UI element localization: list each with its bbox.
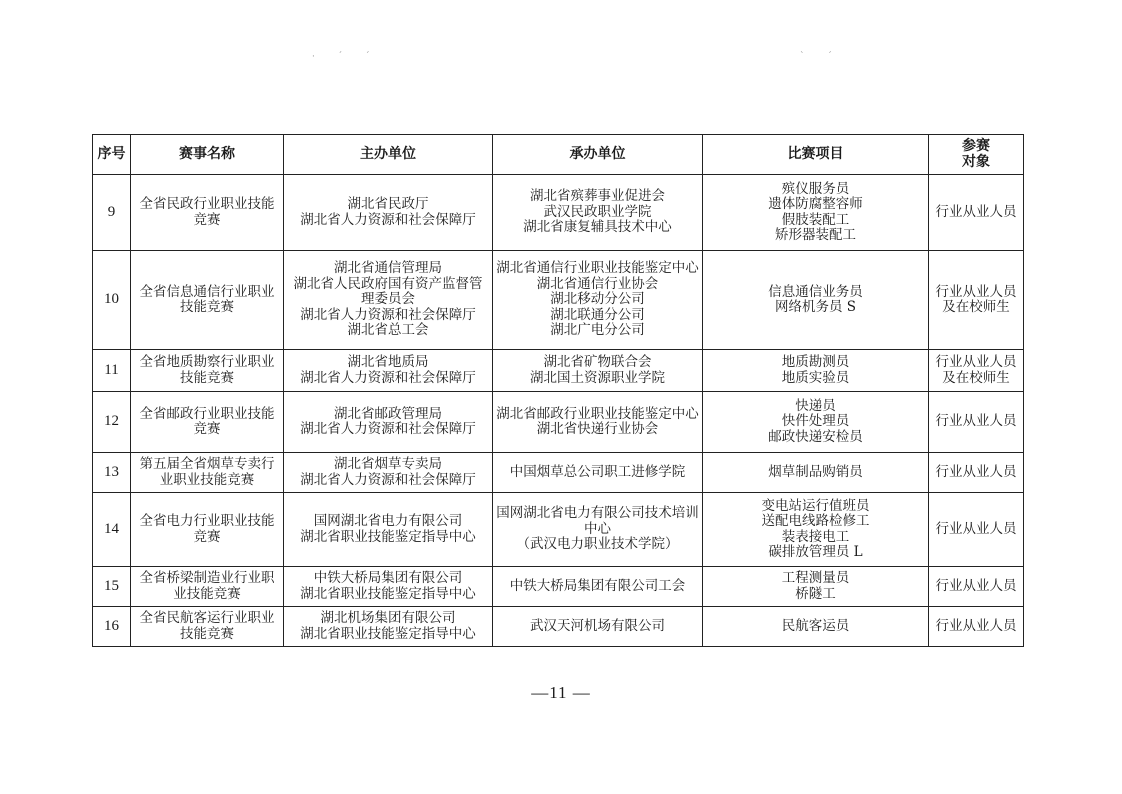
cell-participants-line: 行业从业人员 <box>935 203 1017 220</box>
cell-host-line: 国网湖北省电力有限公司 <box>313 513 463 529</box>
cell-host <box>284 175 493 251</box>
cell-host <box>284 493 493 567</box>
cell-items-line: 矫形器装配工 <box>775 227 856 243</box>
header-participants-line: 对象 <box>962 153 990 170</box>
cell-index: 15 <box>93 567 131 607</box>
cell-items <box>703 567 929 607</box>
cell-items-line: 碳排放管理员 L <box>768 544 863 560</box>
cell-items-line: 邮政快递安检员 <box>768 428 863 445</box>
scan-specks-right: ˋ ˊ <box>800 52 842 62</box>
cell-participants-line: 及在校师生 <box>942 369 1010 386</box>
cell-participants <box>929 567 1024 607</box>
cell-items <box>703 493 929 567</box>
cell-index: 12 <box>93 392 131 453</box>
cell-items-line: 殡仪服务员 <box>781 180 850 197</box>
scan-specks-left: · ˊ ˊ <box>312 52 380 62</box>
cell-items-line: 装表接电工 <box>781 528 850 545</box>
cell-items-line: 烟草制品购销员 <box>768 463 863 480</box>
cell-participants <box>929 607 1024 647</box>
cell-host-line: 湖北省邮政管理局 <box>334 405 442 422</box>
table-body <box>93 175 1024 647</box>
page-number: —11 — <box>531 683 591 702</box>
cell-organizer-line: 武汉天河机场有限公司 <box>530 617 665 634</box>
header-index: 序号 <box>93 135 131 175</box>
cell-organizer-line: 湖北移动分公司 <box>550 291 645 308</box>
cell-event: 全省电力行业职业技能竞赛 <box>131 493 284 567</box>
cell-organizer <box>493 251 703 350</box>
header-event: 赛事名称 <box>131 135 284 175</box>
cell-host-line: 湖北省烟草专卖局 <box>334 456 442 472</box>
cell-host-line: 湖北省人力资源和社会保障厅 <box>300 306 476 323</box>
cell-organizer-line: 湖北省通信行业职业技能鉴定中心 <box>496 260 699 277</box>
cell-participants-line: 及在校师生 <box>942 299 1010 315</box>
cell-participants <box>929 350 1024 392</box>
cell-items-line: 网络机务员 S <box>774 299 857 315</box>
table-header-row <box>93 135 1024 175</box>
competition-table <box>92 134 1024 647</box>
cell-participants <box>929 251 1024 350</box>
cell-host <box>284 453 493 493</box>
cell-host-line: 中铁大桥局集团有限公司 <box>313 570 463 586</box>
header-participants <box>929 135 1024 175</box>
table-row <box>93 175 1024 251</box>
cell-organizer <box>493 607 703 647</box>
cell-host <box>284 607 493 647</box>
cell-event: 全省地质勘察行业职业技能竞赛 <box>131 350 284 392</box>
cell-event: 全省邮政行业职业技能竞赛 <box>131 392 284 453</box>
header-host: 主办单位 <box>284 135 493 175</box>
cell-organizer-line: 湖北省矿物联合会 <box>543 354 652 370</box>
cell-participants <box>929 493 1024 567</box>
cell-items <box>703 350 929 392</box>
cell-items-line: 假肢装配工 <box>781 211 850 228</box>
cell-organizer-line: （武汉电力职业技术学院） <box>516 536 679 553</box>
cell-host <box>284 251 493 350</box>
cell-items-line: 快件处理员 <box>781 413 850 430</box>
cell-items-line: 工程测量员 <box>781 570 850 586</box>
cell-event: 第五届全省烟草专卖行业职业技能竞赛 <box>131 453 284 493</box>
cell-organizer-line: 湖北联通分公司 <box>550 306 645 323</box>
cell-organizer-line: 湖北省快递行业协会 <box>536 421 659 437</box>
cell-organizer-line: 湖北国土资源职业学院 <box>530 369 665 386</box>
cell-organizer-line: 湖北省通信行业协会 <box>536 275 659 292</box>
cell-organizer <box>493 567 703 607</box>
cell-organizer <box>493 350 703 392</box>
cell-host-line: 湖北省职业技能鉴定指导中心 <box>300 528 476 545</box>
cell-host-line: 湖北省人力资源和社会保障厅 <box>300 369 476 386</box>
cell-items-line: 地质实验员 <box>781 369 850 386</box>
cell-host-line: 湖北省总工会 <box>347 322 429 339</box>
table-row <box>93 567 1024 607</box>
cell-event: 全省民航客运行业职业技能竞赛 <box>131 607 284 647</box>
cell-participants-line: 行业从业人员 <box>935 354 1017 370</box>
cell-items-line: 信息通信业务员 <box>768 283 863 300</box>
cell-items-line: 快递员 <box>795 397 836 414</box>
cell-items <box>703 175 929 251</box>
cell-items <box>703 453 929 493</box>
cell-participants-line: 行业从业人员 <box>935 463 1017 480</box>
cell-host-line: 湖北省地质局 <box>347 354 429 370</box>
table-row <box>93 392 1024 453</box>
cell-host-line: 湖北省通信管理局 <box>334 260 442 277</box>
cell-items-line: 遗体防腐整容师 <box>768 196 863 212</box>
table-row <box>93 453 1024 493</box>
header-organizer: 承办单位 <box>493 135 703 175</box>
cell-index: 16 <box>93 607 131 647</box>
cell-organizer <box>493 453 703 493</box>
cell-participants <box>929 392 1024 453</box>
cell-participants <box>929 175 1024 251</box>
cell-participants-line: 行业从业人员 <box>935 283 1017 300</box>
cell-index: 11 <box>93 350 131 392</box>
header-participants-line: 参赛 <box>962 138 990 154</box>
table-row <box>93 350 1024 392</box>
header-items: 比赛项目 <box>703 135 929 175</box>
cell-index: 9 <box>93 175 131 251</box>
cell-items <box>703 607 929 647</box>
cell-organizer-line: 湖北省殡葬事业促进会 <box>530 188 665 205</box>
cell-items-line: 桥隧工 <box>795 585 836 602</box>
cell-organizer-line: 湖北广电分公司 <box>550 322 645 339</box>
cell-host-line: 湖北省人力资源和社会保障厅 <box>300 421 476 437</box>
cell-event: 全省民政行业职业技能竞赛 <box>131 175 284 251</box>
cell-host-line: 湖北省人力资源和社会保障厅 <box>300 211 476 228</box>
table-row <box>93 493 1024 567</box>
cell-host <box>284 392 493 453</box>
cell-host-line: 湖北机场集团有限公司 <box>320 610 456 626</box>
table-row <box>93 607 1024 647</box>
cell-index: 13 <box>93 453 131 493</box>
cell-items <box>703 251 929 350</box>
cell-organizer-line: 湖北省康复辅具技术中心 <box>523 219 672 236</box>
cell-organizer-line: 湖北省邮政行业职业技能鉴定中心 <box>496 405 699 422</box>
cell-host <box>284 350 493 392</box>
cell-organizer-line: 中铁大桥局集团有限公司工会 <box>509 577 686 594</box>
cell-items <box>703 392 929 453</box>
cell-host-line: 湖北省职业技能鉴定指导中心 <box>300 585 476 602</box>
cell-items-line: 变电站运行值班员 <box>761 497 870 514</box>
cell-items-line: 送配电线路检修工 <box>761 513 870 529</box>
cell-participants-line: 行业从业人员 <box>935 577 1017 594</box>
cell-organizer-line: 中国烟草总公司职工进修学院 <box>509 463 686 480</box>
cell-participants-line: 行业从业人员 <box>935 617 1017 634</box>
cell-organizer <box>493 175 703 251</box>
cell-host-line: 湖北省人力资源和社会保障厅 <box>300 471 476 488</box>
cell-participants-line: 行业从业人员 <box>935 520 1017 537</box>
cell-host-line: 湖北省民政厅 <box>347 196 429 212</box>
cell-event: 全省信息通信行业职业技能竞赛 <box>131 251 284 350</box>
cell-participants-line: 行业从业人员 <box>935 413 1017 430</box>
cell-index: 10 <box>93 251 131 350</box>
cell-participants <box>929 453 1024 493</box>
cell-organizer-line: 国网湖北省电力有限公司技术培训中心 <box>496 505 699 537</box>
table-row <box>93 251 1024 350</box>
cell-host <box>284 567 493 607</box>
cell-host-line: 湖北省人民政府国有资产监督管理委员会 <box>293 275 483 308</box>
cell-organizer <box>493 392 703 453</box>
cell-organizer-line: 武汉民政职业学院 <box>543 203 652 220</box>
cell-host-line: 湖北省职业技能鉴定指导中心 <box>300 625 476 642</box>
cell-organizer <box>493 493 703 567</box>
cell-items-line: 地质勘测员 <box>781 354 850 370</box>
cell-index: 14 <box>93 493 131 567</box>
cell-items-line: 民航客运员 <box>781 617 850 634</box>
cell-event: 全省桥梁制造业行业职业技能竞赛 <box>131 567 284 607</box>
